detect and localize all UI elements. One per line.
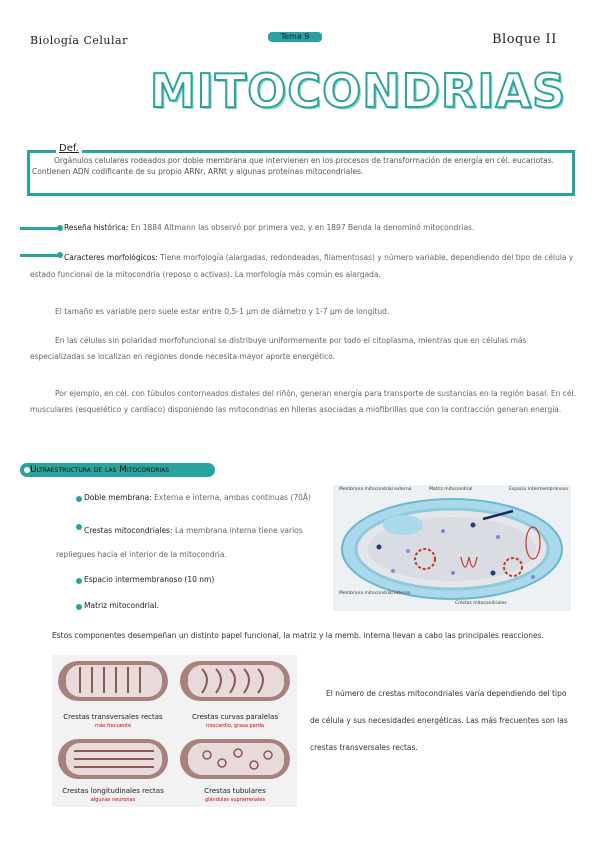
bullet-dot xyxy=(76,578,82,584)
morph-paragraph-4: Por ejemplo, en cél. con túbulos contorneados distales del riñón, generan energía para transporte de sustancias en la región basal. En cél. musculares (esquelético y cardíaco) disponiendo las mitocondrias en hileras asociadas a miofibrillas que con la contracción generan energía. xyxy=(30,389,577,414)
diagram-label-intermembrane: Espacio intermembranoso xyxy=(509,487,568,492)
cristae-type-3-name: Crestas longitudinales rectas xyxy=(62,787,164,795)
morph-paragraph-1 xyxy=(30,249,578,283)
diagram-label-cristae: Crestas mitocondriales xyxy=(455,601,507,606)
ultra-item-2-label: Crestas mitocondriales: xyxy=(84,526,173,535)
cristae-note: El número de crestas mitocondriales varía dependiendo del tipo de célula y sus necesidades energéticas. Las más frecuentes son las crestas transversales rectas. xyxy=(310,689,568,752)
cristae-type-4-example: glándulas suprarrenales xyxy=(204,797,266,803)
block-label: Bloque II xyxy=(492,32,557,47)
bullet-dot xyxy=(76,496,82,502)
cristae-type-4-name: Crestas tubulares xyxy=(204,787,266,795)
cristae-type-2-name: Crestas curvas paralelas xyxy=(192,713,278,721)
subject-label: Biología Celular xyxy=(30,34,128,47)
ultra-item-2-text: La membrana interna tiene varios repliegues hacia el interior de la mitocondria. xyxy=(56,526,303,559)
cristae-type-2-example: miocardio, grasa parda xyxy=(206,723,264,729)
morph-paragraph-3: En las células sin polaridad morfofuncional se distribuye uniformemente por todo el citoplasma, mientras que en células más especializadas se localizan en regiones donde necesita mayor aporte energético. xyxy=(30,336,527,361)
bullet-dot xyxy=(76,604,82,610)
history-text: En 1884 Altmann las observó por primera vez, y en 1897 Benda la denominó mitocondrias. xyxy=(130,223,475,232)
definition-label: Def. xyxy=(56,143,82,154)
diagram-label-outer: Membrana mitocondrial externa xyxy=(339,487,412,492)
diagram-label-matrix: Matriz mitocondrial xyxy=(429,487,473,492)
ultra-item-3: Espacio intermembranoso (10 nm) xyxy=(84,575,215,584)
history-paragraph xyxy=(64,222,584,233)
mitochondrion-diagram xyxy=(333,485,571,611)
morph-text-1: Tiene morfología (alargadas, redondeadas, filamentosas) y número variable, dependiendo del tipo de célula y estado funcional de la mitocondria (reposo o activas). La morfología más común es alargada. xyxy=(30,253,574,279)
accent-line xyxy=(20,227,60,230)
cristae-type-3-example: algunas neuronas xyxy=(90,797,136,803)
ultra-item-4: Matriz mitocondrial. xyxy=(84,601,159,610)
diagram-label-inner: Membrana mitocondrial interna xyxy=(339,591,411,596)
definition-text: Orgánulos celulares rodeados por doble membrana que intervienen en los procesos de transformación de energía en cél. eucariotas. Contienen ADN codificante de su propio ARNr, ARNt y algunas proteínas mitocondriales. xyxy=(32,156,555,176)
cristae-types-figure xyxy=(52,655,297,807)
morph-label: Caracteres morfológicos: xyxy=(64,253,158,262)
cristae-type-1-name: Crestas transversales rectas xyxy=(63,713,163,721)
morph-paragraph-2: El tamaño es variable pero suele estar entre 0,5-1 µm de diámetro y 1-7 µm de longitud. xyxy=(55,307,390,316)
ultra-item-1-label: Doble membrana: xyxy=(84,493,152,502)
cristae-illustration xyxy=(52,655,297,807)
ultra-summary: Estos componentes desempeñan un distinto papel funcional, la matriz y la memb. interna llevan a cabo las principales reacciones. xyxy=(52,631,544,640)
section-title: Ultraestructura de las Mitocondrias xyxy=(30,465,170,475)
topic-badge: Tema 9 xyxy=(268,32,322,42)
history-label: Reseña histórica: xyxy=(64,223,129,232)
ultra-item-2 xyxy=(56,519,326,567)
ultra-item-1 xyxy=(84,492,324,503)
ultra-item-1-text: Externa e interna, ambas continuas (70Å) xyxy=(154,493,311,502)
page-title: MITOCONDRIAS xyxy=(150,64,567,118)
bullet-dot xyxy=(57,225,63,231)
cristae-type-1-example: más frecuente xyxy=(94,723,132,729)
